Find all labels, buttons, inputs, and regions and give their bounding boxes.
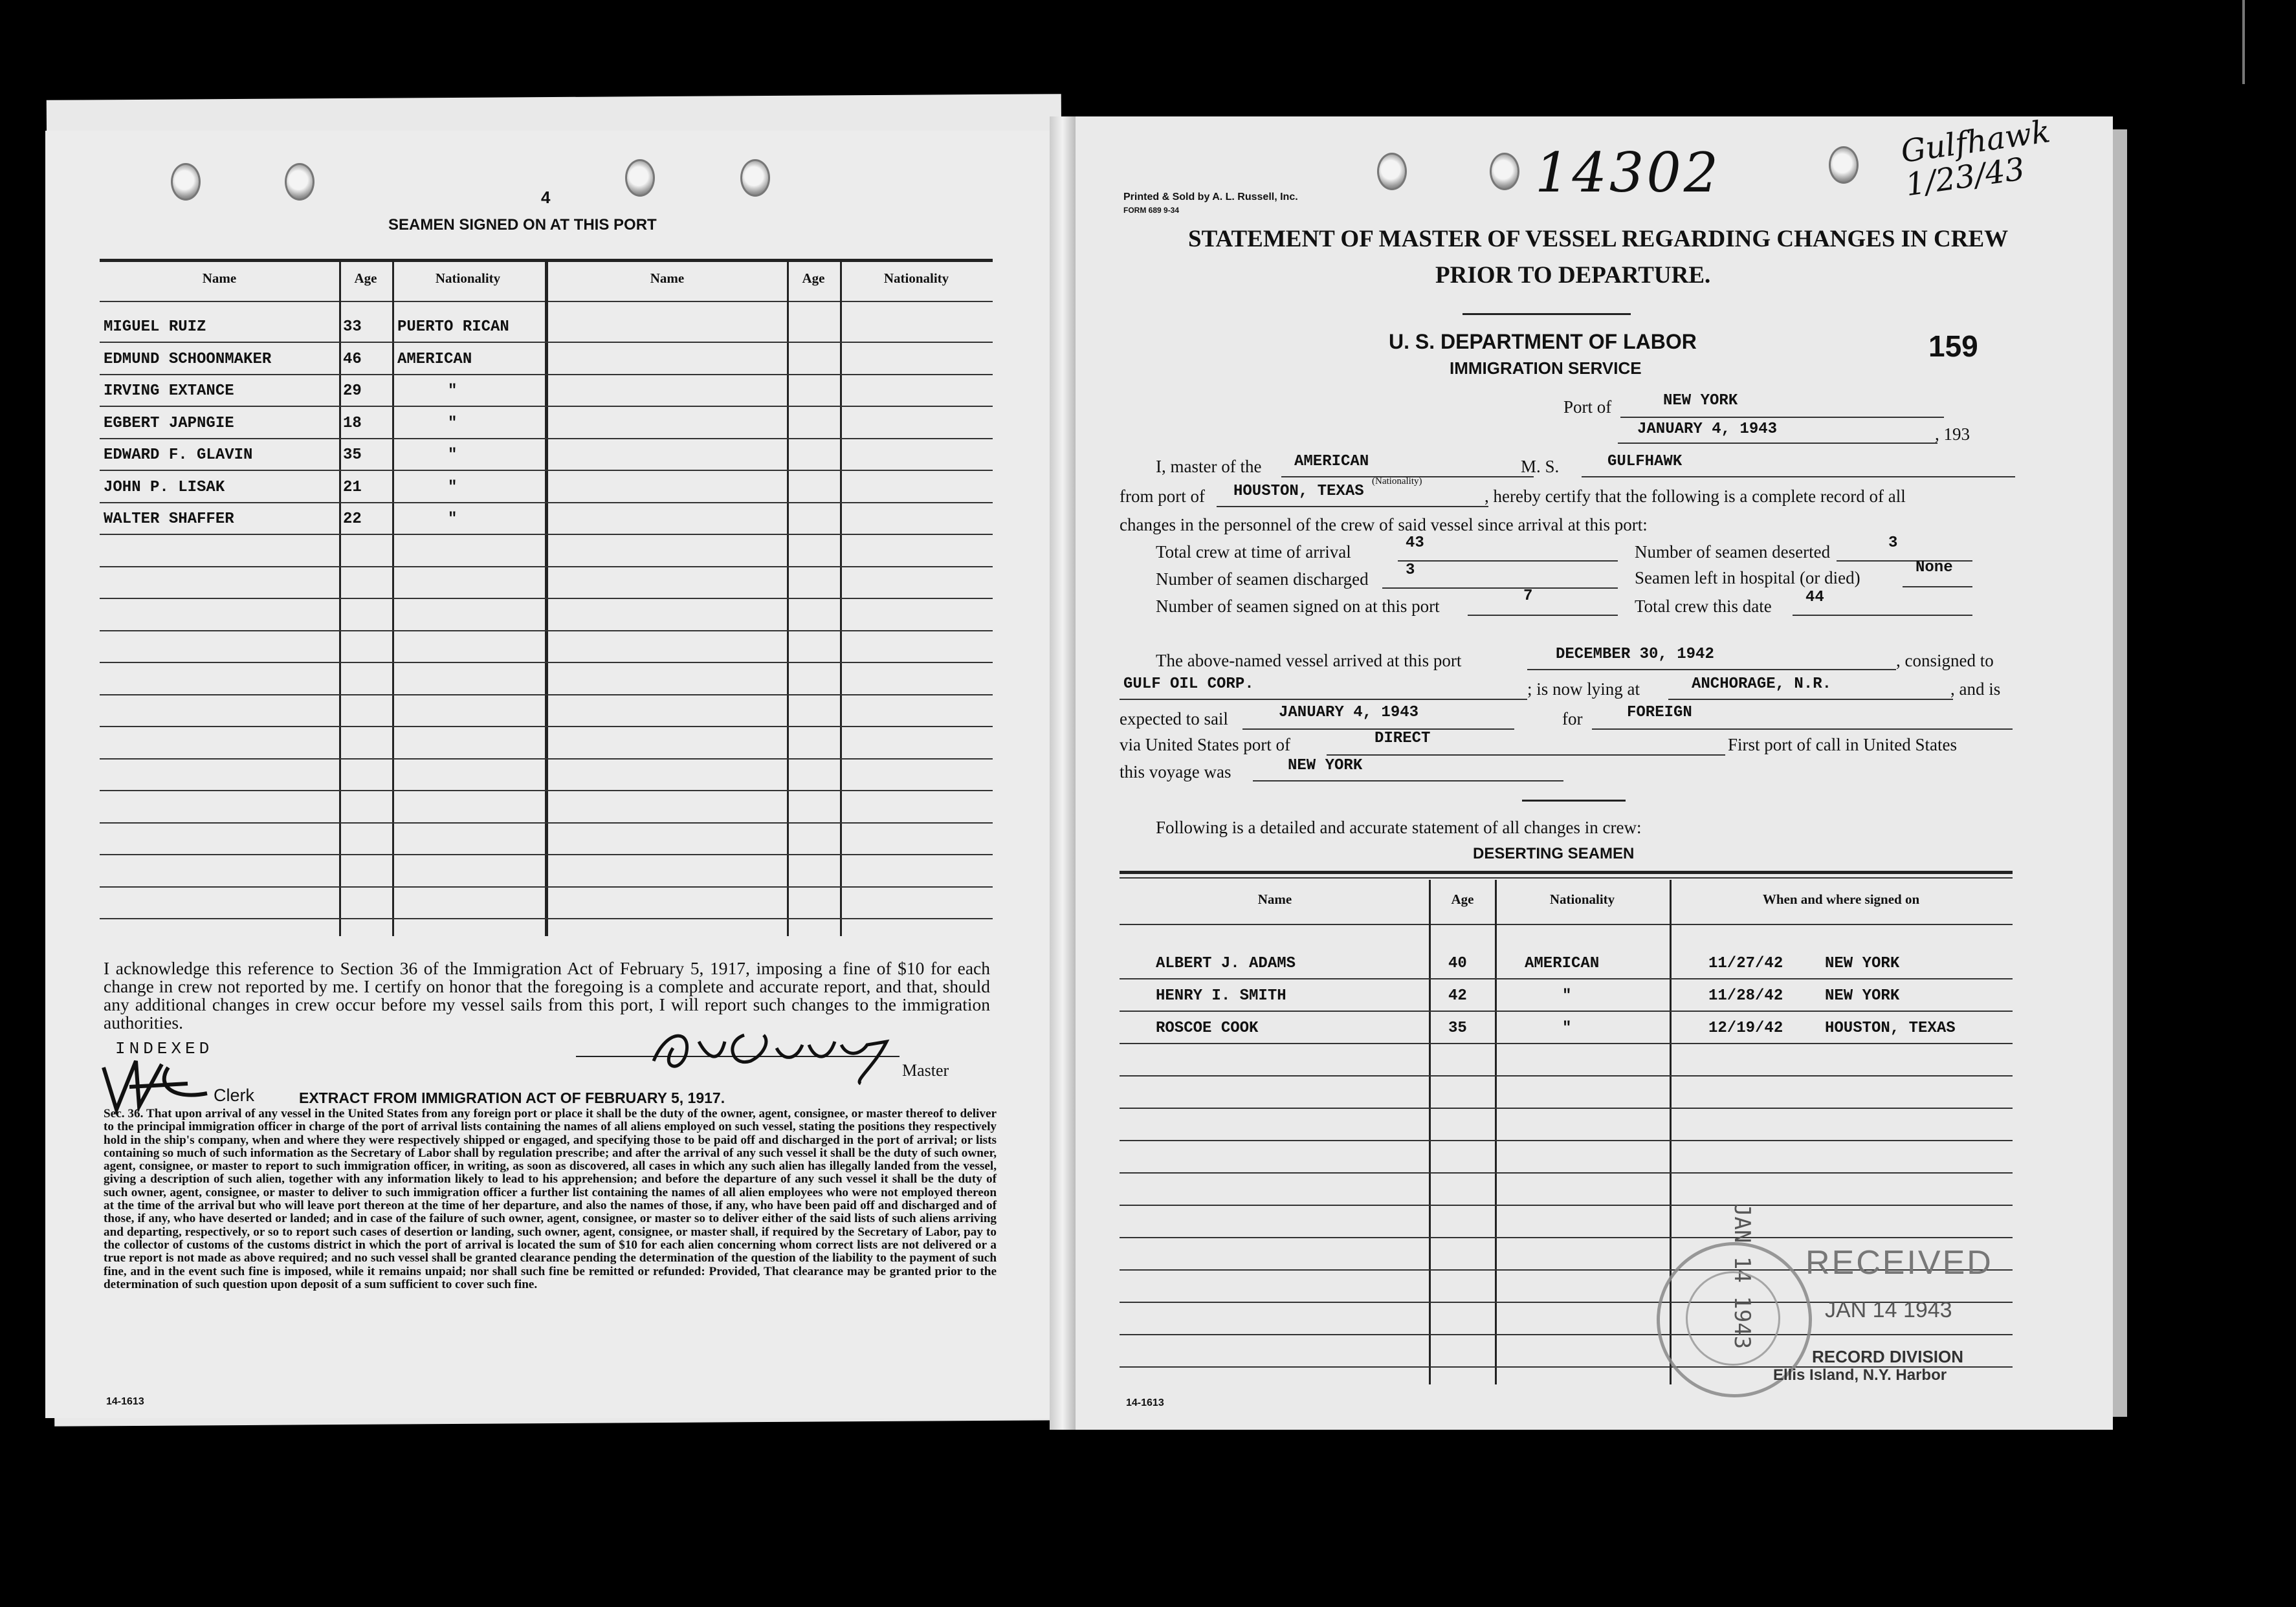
from-port-line bbox=[1217, 506, 1488, 507]
column-divider bbox=[545, 262, 548, 936]
total-crew-date-value: 44 bbox=[1805, 589, 1824, 606]
deserting-title: DESERTING SEAMEN bbox=[1473, 845, 1635, 862]
row-rule bbox=[100, 886, 993, 888]
signed-on-label: Number of seamen signed on at this port bbox=[1156, 596, 1440, 616]
discharged-label: Number of seamen discharged bbox=[1156, 569, 1369, 589]
row-rule bbox=[1120, 1205, 2013, 1206]
row-rule bbox=[100, 726, 993, 727]
stacked-page-edge bbox=[2113, 129, 2127, 1417]
row-rule bbox=[100, 502, 993, 503]
column-divider bbox=[1495, 880, 1497, 1384]
via-line bbox=[1327, 754, 1725, 756]
nationality-caption: (Nationality) bbox=[1372, 476, 1422, 486]
extract-text: Sec. 36. That upon arrival of any vessel in the United States from any foreign port or place it shall be the duty of the owner, agent, consignee, or master thereof to deliver to the principal immigration officer in charge of the port of arrival lists containing the names of all aliens employed on such vessel, stating the positions they respectively hold in the ship's company, when and where they were respectively shipped or engaged, and specifying those to be paid off and discharged in the port of arrival; or lists containing so much of such information as the Secretary of Labor shall by regulation prescribe; and after the arrival of any such vessel it shall be the duty of such owner, agent, consignee, or master to report to such immigration officer, in writing, as soon as discovered, all cases in which any such alien has illegally landed from the vessel, giving a description of such alien, together with any information likely to lead to his apprehension; and before the departure of any such vessel it shall be the duty of such owner, agent, consignee, or master to deliver to such immigration officer a further list containing the names of all alien employees who were not employed thereon at the time of the arrival but who will leave port thereon at the time of her departure, and also the names of those, if any, who have been paid off and discharged and of those, if any, who have deserted or landed; and in case of the failure of such owner, agent, consignee, or master so to deliver either of the said lists of such aliens arriving and departing, respectively, or so to report such cases of desertion or landing, such owner, agent, consignee, or master shall, if required by the Secretary of Labor, pay to the collector of customs of the customs district in which the port of arrival is located the sum of $10 for each alien concerning whom correct lists are not delivered or a true report is not made as above required; and no such vessel shall be granted clearance pending the determination of the question of the liability to the payment of such fine, and in the event such fine is imposed, while it remains unpaid; nor shall such fine be remitted or refunded: Provided, That clearance may be granted prior to the determination of such question upon deposit of a sum sufficient to cover such fine. bbox=[104, 1107, 997, 1291]
cell-age: 18 bbox=[343, 415, 362, 432]
column-header: Age bbox=[802, 270, 825, 286]
column-divider bbox=[840, 262, 842, 936]
date-line bbox=[1618, 443, 1937, 444]
column-header: Age bbox=[1451, 891, 1474, 907]
discharged-value: 3 bbox=[1406, 562, 1415, 579]
cell-age: 46 bbox=[343, 351, 362, 368]
via-label: via United States port of bbox=[1120, 735, 1290, 754]
row-rule bbox=[100, 598, 993, 599]
hospital-label: Seamen left in hospital (or died) bbox=[1635, 568, 1860, 587]
vessel-line bbox=[1582, 476, 2015, 477]
for-label: for bbox=[1562, 709, 1583, 728]
port-of-line bbox=[1620, 417, 1944, 418]
signed-on-value: 7 bbox=[1523, 587, 1533, 605]
received-stamp: RECEIVED bbox=[1805, 1244, 1993, 1282]
column-divider bbox=[1429, 880, 1431, 1384]
page-gutter bbox=[1050, 116, 1076, 1430]
cell-name: EDMUND SCHOONMAKER bbox=[104, 351, 272, 368]
column-header: When and where signed on bbox=[1762, 891, 1920, 907]
column-header: Name bbox=[202, 270, 237, 286]
row-rule bbox=[100, 374, 993, 375]
total-crew-date-label: Total crew this date bbox=[1635, 596, 1772, 616]
cell-nationality: " bbox=[1562, 1020, 1572, 1037]
cell-name: JOHN P. LISAK bbox=[104, 479, 225, 496]
cell-name: MIGUEL RUIZ bbox=[104, 318, 206, 336]
section-title: SEAMEN SIGNED ON AT THIS PORT bbox=[388, 216, 657, 234]
ms-label: M. S. bbox=[1521, 457, 1560, 476]
form-title-line2: PRIOR TO DEPARTURE. bbox=[1435, 262, 1711, 289]
form-number: FORM 689 9-34 bbox=[1123, 206, 1180, 215]
form-code-right: 14-1613 bbox=[1126, 1397, 1164, 1408]
voyage-label: this voyage was bbox=[1120, 762, 1231, 782]
title-rule bbox=[1463, 313, 1631, 315]
ellis-island-stamp: Ellis Island, N.Y. Harbor bbox=[1773, 1366, 1947, 1384]
row-rule bbox=[100, 758, 993, 760]
row-rule bbox=[100, 662, 993, 663]
arrived-date: DECEMBER 30, 1942 bbox=[1556, 646, 1714, 663]
cell-place: NEW YORK bbox=[1825, 955, 1900, 972]
cell-age: 29 bbox=[343, 382, 362, 400]
extract-title: EXTRACT FROM IMMIGRATION ACT OF FEBRUARY 5, 1917. bbox=[299, 1089, 725, 1106]
consignee-value: GULF OIL CORP. bbox=[1123, 675, 1254, 693]
cell-age: 22 bbox=[343, 510, 362, 528]
punch-hole bbox=[171, 163, 201, 201]
row-rule bbox=[100, 534, 993, 535]
deserted-value: 3 bbox=[1888, 534, 1898, 552]
form-serial-number: 159 bbox=[1928, 329, 1978, 363]
stacked-page-edge bbox=[2242, 0, 2245, 84]
hospital-line bbox=[1903, 586, 1972, 587]
lying-label: ; is now lying at bbox=[1527, 679, 1640, 699]
deserting-header-rule bbox=[1120, 924, 2013, 925]
via-value: DIRECT bbox=[1374, 730, 1431, 747]
row-rule bbox=[1120, 1237, 2013, 1238]
cell-date: 11/28/42 bbox=[1708, 987, 1783, 1005]
cell-age: 40 bbox=[1448, 955, 1467, 972]
signed-on-line bbox=[1468, 615, 1618, 616]
punch-hole bbox=[625, 159, 655, 197]
row-rule bbox=[100, 694, 993, 695]
first-port-value: NEW YORK bbox=[1288, 757, 1363, 774]
cell-name: ALBERT J. ADAMS bbox=[1156, 955, 1296, 972]
cell-date: 12/19/42 bbox=[1708, 1020, 1783, 1037]
cell-name: HENRY I. SMITH bbox=[1156, 987, 1286, 1005]
cell-nationality: " bbox=[448, 415, 458, 432]
record-division-stamp: RECORD DIVISION bbox=[1812, 1347, 1964, 1366]
cell-name: EGBERT JAPNGIE bbox=[104, 415, 234, 432]
cell-nationality: " bbox=[448, 382, 458, 400]
row-rule bbox=[100, 406, 993, 407]
following-text: Following is a detailed and accurate statement of all changes in crew: bbox=[1156, 818, 1642, 837]
column-header: Nationality bbox=[1549, 891, 1615, 907]
total-crew-date-line bbox=[1793, 615, 1972, 616]
arrived-label: The above-named vessel arrived at this port bbox=[1156, 651, 1462, 670]
row-rule bbox=[100, 566, 993, 567]
master-label: Master bbox=[902, 1061, 949, 1080]
from-port-value: HOUSTON, TEXAS bbox=[1233, 483, 1364, 500]
row-rule bbox=[100, 342, 993, 343]
column-divider bbox=[392, 262, 394, 936]
consigned-label: , consigned to bbox=[1896, 651, 1994, 670]
cell-age: 42 bbox=[1448, 987, 1467, 1005]
corner-handwritten-note: Gulfhawk 1/23/43 bbox=[1898, 113, 2053, 204]
voyage-line bbox=[1253, 780, 1563, 782]
punch-hole bbox=[740, 159, 770, 197]
deserting-table-top bbox=[1120, 871, 2013, 874]
department-name: U. S. DEPARTMENT OF LABOR bbox=[1389, 330, 1697, 353]
row-rule bbox=[1120, 1172, 2013, 1174]
date-value: JANUARY 4, 1943 bbox=[1637, 421, 1778, 438]
cell-age: 35 bbox=[343, 446, 362, 464]
column-header: Name bbox=[1257, 891, 1292, 907]
file-number-handwritten: 14302 bbox=[1535, 141, 1721, 204]
certify-text-2: changes in the personnel of the crew of said vessel since arrival at this port: bbox=[1120, 515, 1648, 534]
from-port-label: from port of bbox=[1120, 486, 1205, 506]
hospital-value: None bbox=[1915, 559, 1953, 576]
lying-line bbox=[1668, 699, 1953, 700]
cell-date: 11/27/42 bbox=[1708, 955, 1783, 972]
cell-name: ROSCOE COOK bbox=[1156, 1020, 1259, 1037]
arrived-line bbox=[1527, 669, 1896, 670]
cell-name: EDWARD F. GLAVIN bbox=[104, 446, 253, 464]
row-rule bbox=[1120, 1108, 2013, 1109]
cell-nationality: " bbox=[448, 446, 458, 464]
cell-nationality: AMERICAN bbox=[1525, 955, 1600, 972]
first-port-label: First port of call in United States bbox=[1728, 735, 1957, 754]
destination-value: FOREIGN bbox=[1627, 704, 1692, 721]
column-divider bbox=[787, 262, 789, 936]
column-header: Name bbox=[650, 270, 685, 286]
cell-age: 33 bbox=[343, 318, 362, 336]
row-rule bbox=[1120, 1011, 2013, 1012]
row-rule bbox=[100, 470, 993, 471]
nationality-value: AMERICAN bbox=[1294, 453, 1369, 470]
row-rule bbox=[100, 822, 993, 824]
row-rule bbox=[1120, 1140, 2013, 1141]
form-title-line1: STATEMENT OF MASTER OF VESSEL REGARDING CHANGES IN CREW bbox=[1188, 226, 2009, 252]
total-crew-arrival-line bbox=[1398, 560, 1618, 562]
circular-postmark-inner bbox=[1686, 1271, 1780, 1366]
cell-nationality: " bbox=[1562, 987, 1572, 1005]
cell-place: NEW YORK bbox=[1825, 987, 1900, 1005]
clerk-label: Clerk bbox=[214, 1086, 255, 1105]
deserted-label: Number of seamen deserted bbox=[1635, 542, 1831, 562]
row-rule bbox=[1120, 1334, 2013, 1335]
port-of-value: NEW YORK bbox=[1663, 392, 1738, 410]
punch-hole bbox=[285, 163, 315, 201]
consignee-line bbox=[1120, 699, 1527, 700]
deserting-table-top2 bbox=[1120, 877, 2013, 879]
total-crew-arrival-value: 43 bbox=[1406, 534, 1424, 552]
cell-name: WALTER SHAFFER bbox=[104, 510, 234, 528]
row-rule bbox=[100, 854, 993, 855]
cell-nationality: " bbox=[448, 510, 458, 528]
and-is-label: , and is bbox=[1950, 679, 2001, 699]
cell-age: 21 bbox=[343, 479, 362, 496]
master-of-label: I, master of the bbox=[1156, 457, 1262, 476]
discharged-line bbox=[1382, 587, 1618, 589]
cell-name: IRVING EXTANCE bbox=[104, 382, 234, 400]
indexed-stamp: INDEXED bbox=[115, 1039, 214, 1058]
cell-age: 35 bbox=[1448, 1020, 1467, 1037]
cell-nationality: " bbox=[448, 479, 458, 496]
column-header: Age bbox=[354, 270, 377, 286]
punch-hole bbox=[1490, 153, 1519, 190]
total-crew-arrival-label: Total crew at time of arrival bbox=[1156, 542, 1351, 562]
certify-text: , hereby certify that the following is a complete record of all bbox=[1485, 486, 1906, 506]
cell-nationality: PUERTO RICAN bbox=[397, 318, 509, 336]
row-rule bbox=[100, 918, 993, 919]
page-number: 4 bbox=[541, 188, 551, 207]
row-rule bbox=[1120, 978, 2013, 979]
sail-date-value: JANUARY 4, 1943 bbox=[1279, 704, 1419, 721]
printer-credit: Printed & Sold by A. L. Russell, Inc. bbox=[1123, 191, 1298, 202]
master-signature bbox=[641, 1016, 912, 1087]
lying-at-value: ANCHORAGE, N.R. bbox=[1692, 675, 1832, 693]
section-rule bbox=[1522, 800, 1626, 802]
punch-hole bbox=[1377, 153, 1407, 190]
cell-place: HOUSTON, TEXAS bbox=[1825, 1020, 1956, 1037]
date-suffix: , 193 bbox=[1935, 424, 1970, 444]
column-divider bbox=[339, 262, 341, 936]
row-rule bbox=[1120, 1043, 2013, 1044]
port-of-label: Port of bbox=[1563, 397, 1612, 417]
row-rule bbox=[100, 790, 993, 791]
service-name: IMMIGRATION SERVICE bbox=[1450, 358, 1642, 378]
destination-line bbox=[1592, 728, 2013, 730]
received-date-stamp: JAN 14 1943 bbox=[1825, 1298, 1952, 1322]
acknowledgement-text: I acknowledge this reference to Section 36 of the Immigration Act of February 5, 1917, imposing a fine of $10 for each change in crew not reported by me. I certify on honor that the foregoing is a complete and accurate report, and that, should any additional changes in crew occur before my vessel sails from this port, I will report such changes to the immigration authorities. bbox=[104, 958, 990, 1033]
column-header: Nationality bbox=[435, 270, 501, 286]
punch-hole bbox=[1829, 146, 1859, 184]
row-rule bbox=[100, 630, 993, 631]
row-rule bbox=[1120, 1075, 2013, 1077]
cell-nationality: AMERICAN bbox=[397, 351, 472, 368]
form-code: 14-1613 bbox=[106, 1396, 144, 1407]
row-rule bbox=[100, 438, 993, 439]
expected-label: expected to sail bbox=[1120, 709, 1228, 728]
vessel-name: GULFHAWK bbox=[1607, 453, 1683, 470]
column-header: Nationality bbox=[883, 270, 949, 286]
date-stamp-vertical: JAN 14 1943 bbox=[1729, 1203, 1755, 1350]
